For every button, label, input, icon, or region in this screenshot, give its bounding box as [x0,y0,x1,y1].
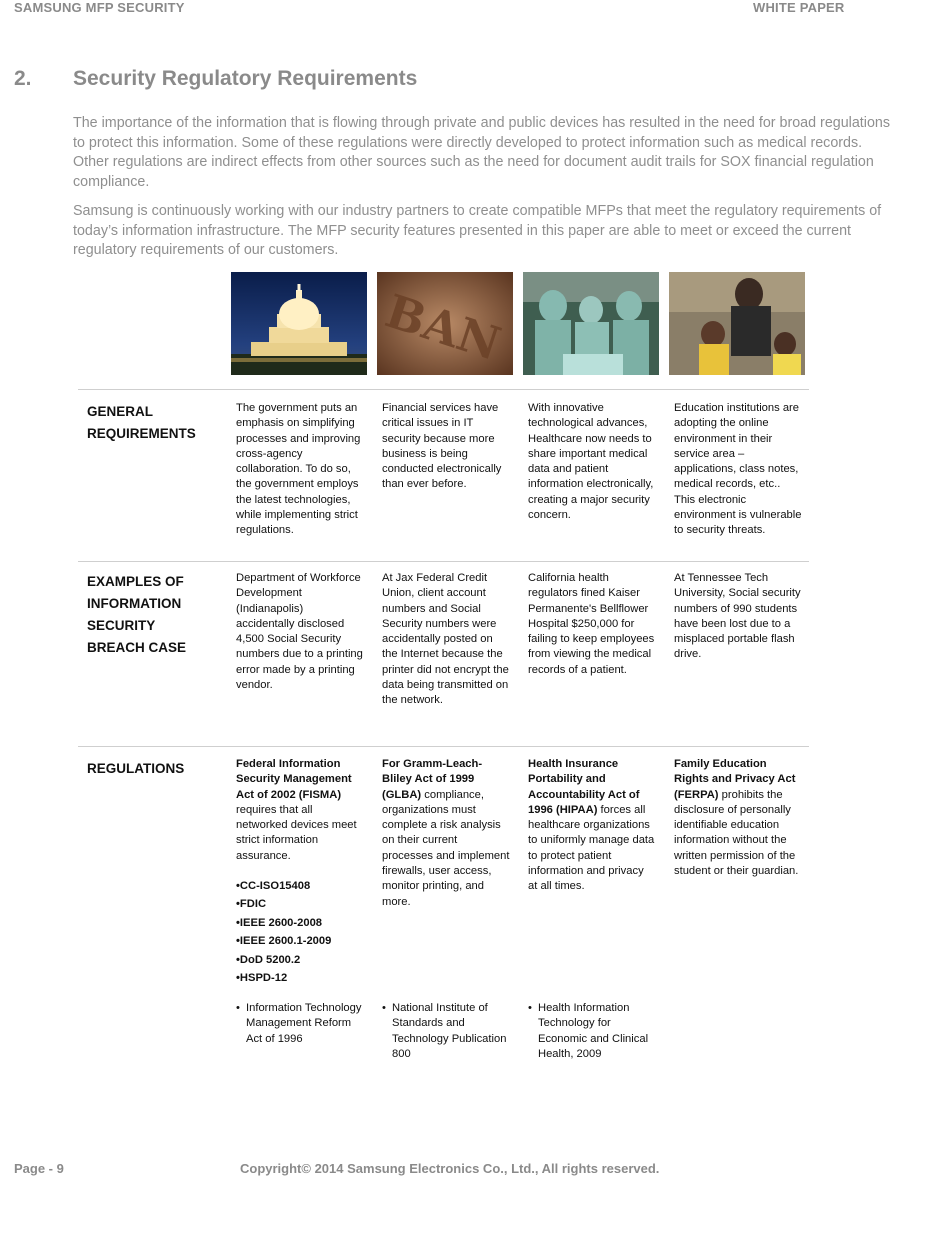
general-healthcare-cell: With innovative technological advances, Healthcare now needs to share important medical data and patient information electronically, creating a major security concern. [528,402,654,522]
breach-healthcare-cell: California health regulators fined Kaiser Permanente's Bellflower Hospital $250,000 for failing to keep employees from viewing the medical records of a patient. [528,572,655,676]
footer-page-number: Page - 9 [14,1161,64,1176]
reference-nist [382,1001,512,1062]
standards-list [236,877,364,987]
regulation-ferpa-cell: Family Education Rights and Privacy Act (FERPA) prohibits the disclosure of personally identifiable education information without the written permission of the student or their guardian. [674,758,799,878]
standard-item: •HSPD-12 [236,972,288,985]
general-finance-cell: Financial services have critical issues in IT security because more business is being conducted electronically than ever before. [382,402,502,491]
row-label-regulations: REGULATIONS [87,761,185,776]
standard-item: •CC-ISO15408 [236,880,311,892]
general-education-cell: Education institutions are adopting the online environment in their service area – applications, class notes, medical records, etc.. This electronic environment is vulnerable to security threats. [674,402,802,537]
surgeons-photo [523,272,659,375]
svg-text:BAN: BAN [379,283,507,372]
general-government-cell: The government puts an emphasis on simplifying processes and improving cross-agency collaboration. To do so, the government employs the latest technologies, while implementing strict regulations. [236,402,361,537]
table-rule-top [78,389,809,390]
standard-item: •IEEE 2600-2008 [236,916,323,929]
row-label-general-requirements: GENERAL REQUIREMENTS [87,404,196,441]
reference-item: • Health Information Technology for Economic and Clinical Health, 2009 [528,1001,658,1062]
capitol-photo [231,272,367,375]
regulation-glba-cell: For Gramm-Leach-Bliley Act of 1999 (GLBA) compliance, organizations must complete a risk analysis on their current processes and implement firewalls, user access, monitor printing, and more. [382,758,510,908]
intro-paragraph-1: The importance of the information that is flowing through private and public devices has resulted in the need for broad regulations to protect this information. Some of these regulations were directly developed to protect information such as medical records. Other regulations are indirect effects from other sources such as the need for document audit trails for SOX financial regulation compliance. [73,115,890,191]
standard-item: •DoD 5200.2 [236,953,301,966]
reference-hitech [528,1001,658,1062]
bank-photo [377,272,513,375]
row-label-breach-examples: EXAMPLES OF INFORMATION SECURITY BREACH CASE [87,574,187,655]
breach-education-cell: At Tennessee Tech University, Social security numbers of 990 students have been lost due to a misplaced portable flash drive. [674,572,801,661]
regulation-fisma-cell: Federal Information Security Management Act of 2002 (FISMA) requires that all networked devices meet strict information assurance. [236,758,357,862]
header-right: WHITE PAPER [753,0,845,15]
reference-item: • National Institute of Standards and Technology Publication 800 [382,1001,512,1062]
standard-item: •FDIC [236,898,267,911]
reference-item: • Information Technology Management Reform Act of 1996 [236,1001,366,1047]
footer-copyright: Copyright© 2014 Samsung Electronics Co., Ltd., All rights reserved. [240,1161,660,1176]
header-left: SAMSUNG MFP SECURITY [14,0,185,15]
breach-government-cell: Department of Workforce Development (Indianapolis) accidentally disclosed 4,500 Social Security numbers due to a printing error made by a printing vendor. [236,572,363,692]
intro-paragraph-2: Samsung is continuously working with our industry partners to create compatible MFPs that meet the regulatory requirements of today’s information infrastructure. The MFP security features presented in this paper are able to meet or exceed the current regulatory requirements of our customers. [73,203,882,259]
table-rule-middle [78,561,809,562]
standard-item: •IEEE 2600.1-2009 [236,935,332,948]
classroom-photo [669,272,805,375]
section-number: 2. [14,67,32,90]
regulation-hipaa-cell: Health Insurance Portability and Accountability Act of 1996 (HIPAA) forces all healthcare organizations to uniformly manage data to protect patient information and privacy at all times. [528,758,655,893]
breach-finance-cell: At Jax Federal Credit Union, client account numbers and Social Security numbers were accidentally posted on the Internet because the printer did not encrypt the data being transmitted on the network. [382,572,509,707]
section-title: Security Regulatory Requirements [73,67,418,90]
reference-fisma [236,1001,366,1047]
table-rule-bottom [78,746,809,747]
